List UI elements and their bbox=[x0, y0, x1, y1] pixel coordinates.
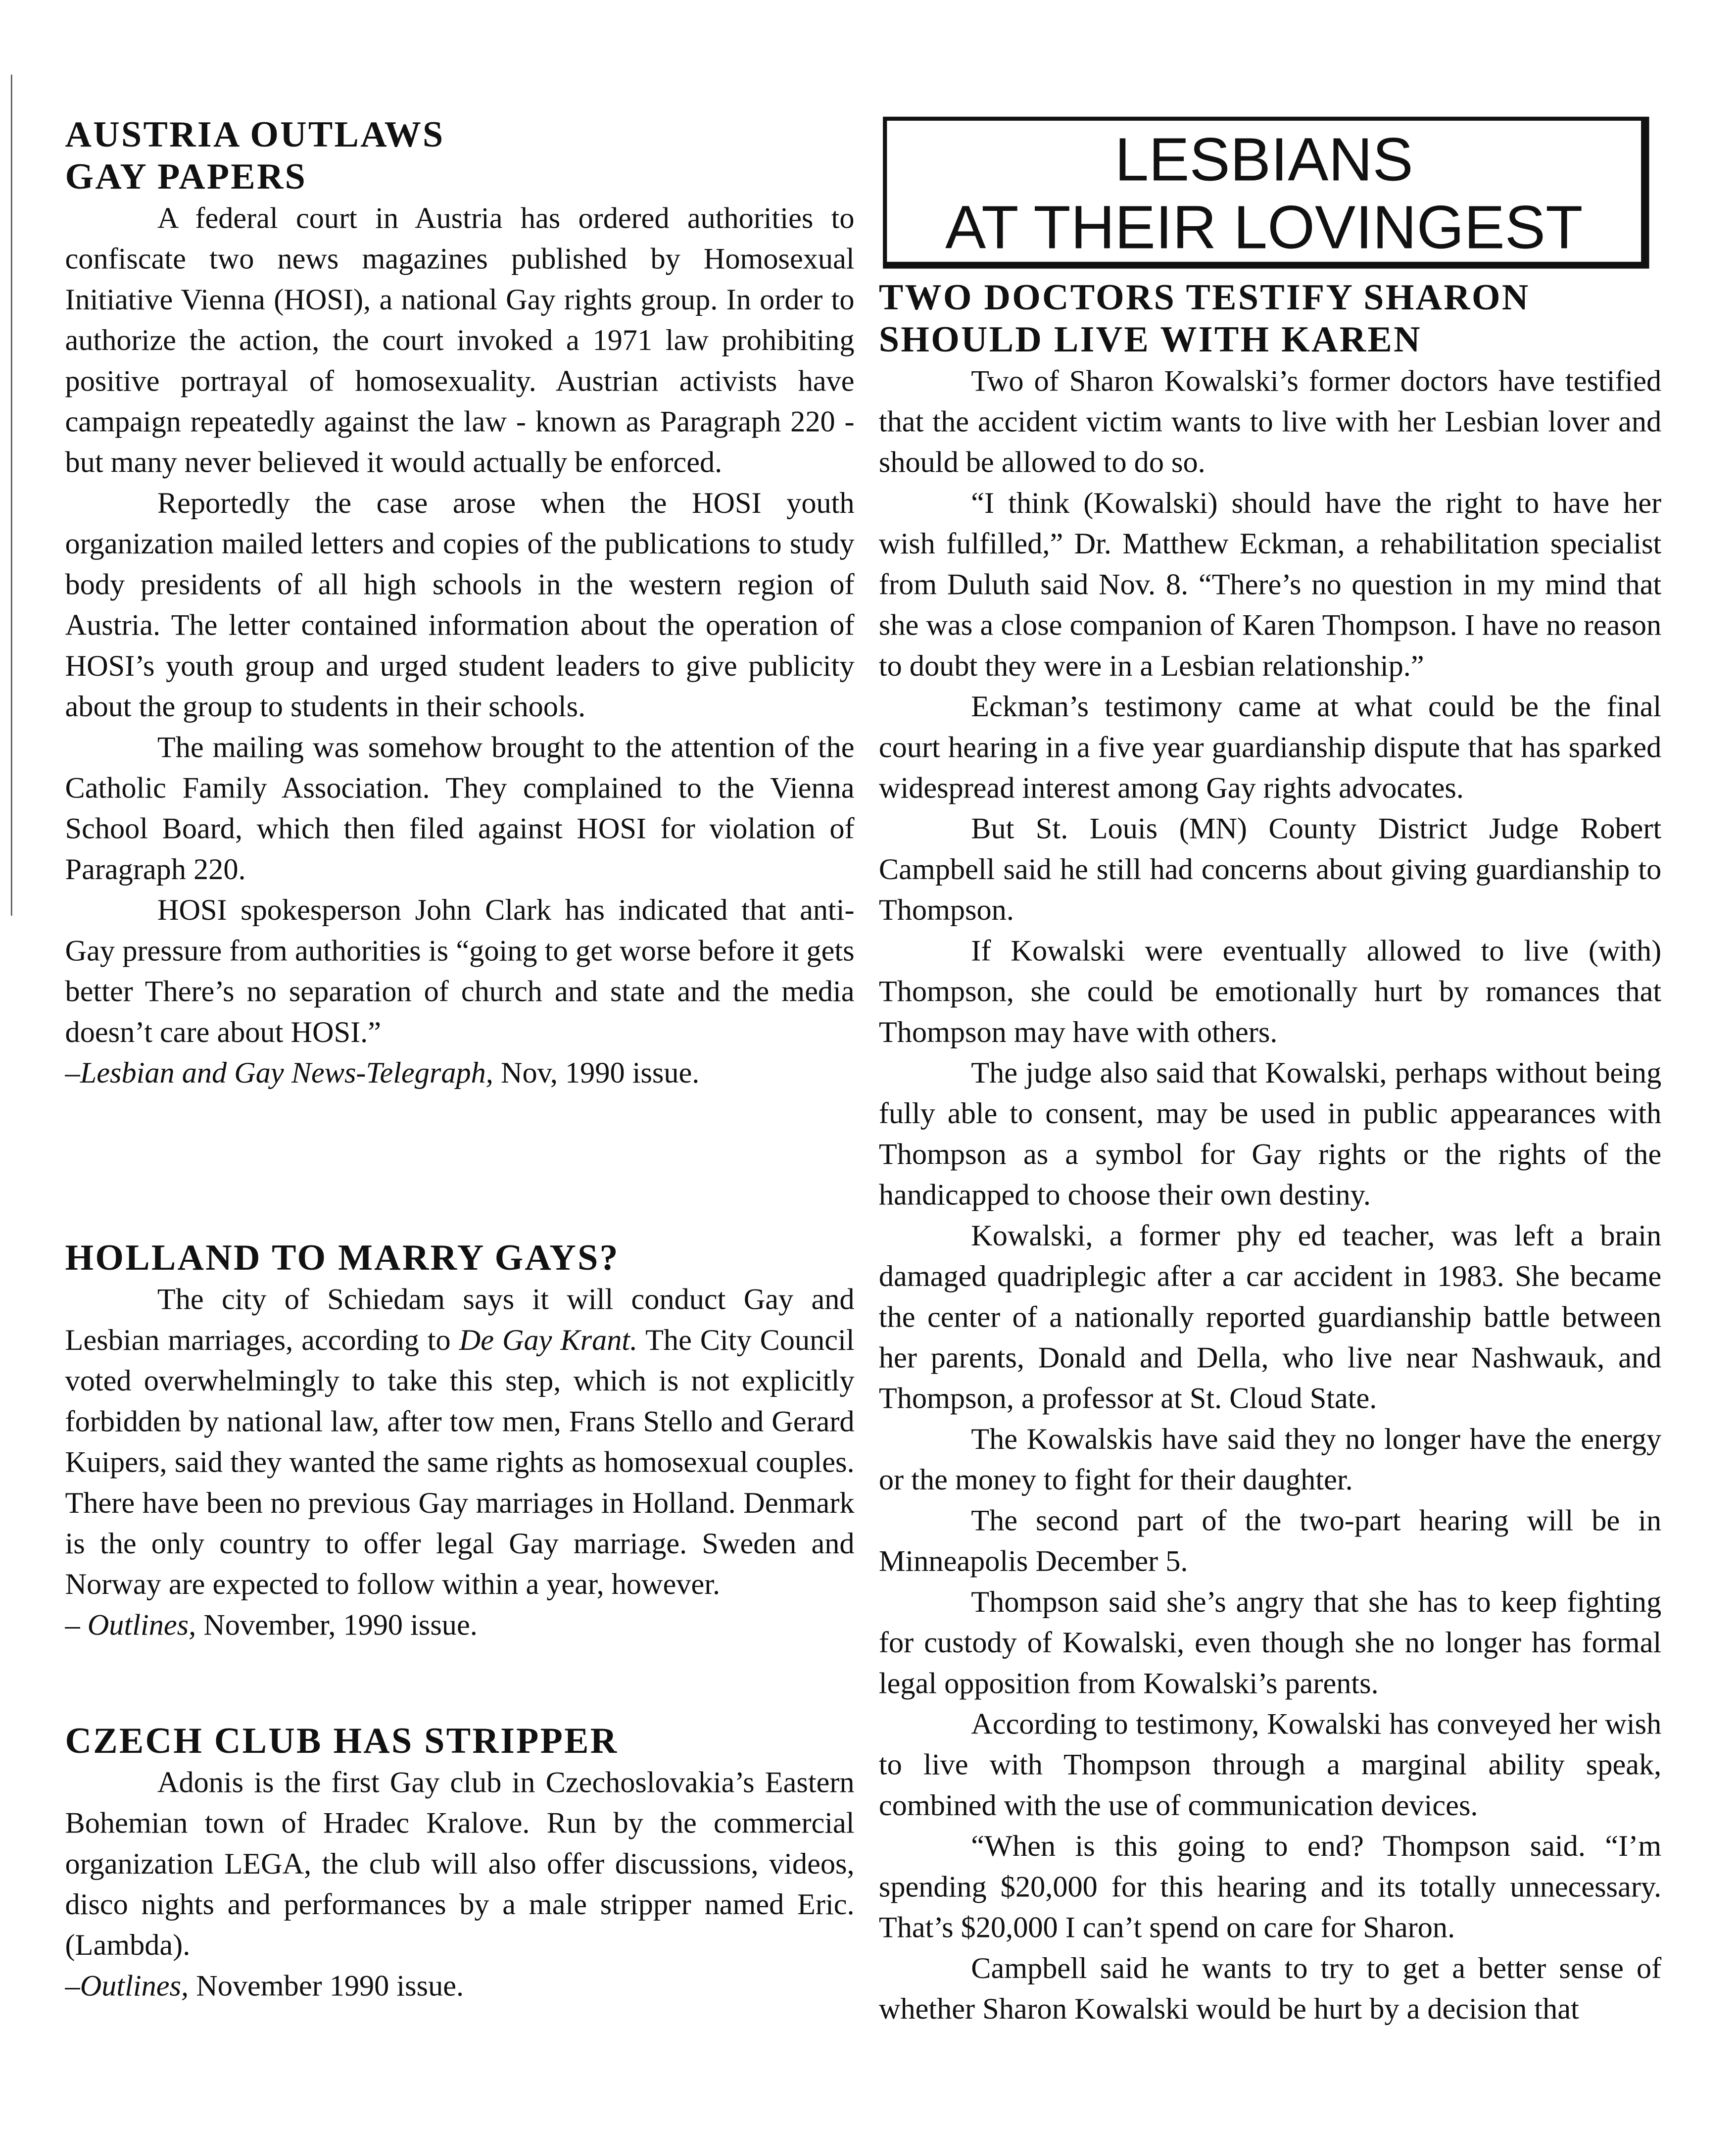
paragraph bbox=[65, 727, 855, 890]
source-citation bbox=[65, 1053, 855, 1093]
article-heading bbox=[65, 1720, 855, 1762]
italic-text: –Outlines, bbox=[65, 1968, 189, 2003]
text-run: Thompson said she’s angry that she has to keep fighting for custody of Kowalski, even though she no longer has formal legal opposition from Kowalski’s parents. bbox=[878, 1584, 1662, 1700]
text-run: The second part of the two-part hearing will be in Minneapolis December 5. bbox=[878, 1503, 1662, 1578]
text-run: The City Council voted overwhelmingly to take this step, which is not explicitly forbidden by national law, after tow men, Frans Stello and Gerard Kuipers, said they wanted the same rights as homosexual couples. There have been no previous Gay marriages in Holland. Denmark is the only country to offer legal Gay marriage. Sweden and Norway are expected to follow within a year, however. bbox=[65, 1323, 855, 1601]
paragraph bbox=[879, 1948, 1661, 2030]
paragraph bbox=[879, 361, 1661, 483]
paragraph bbox=[65, 483, 855, 727]
paragraph bbox=[879, 931, 1661, 1053]
text-run: A federal court in Austria has ordered authorities to confiscate two news magazines published by Homosexual Initiative Vienna (HOSI), a national Gay rights group. In order to authorize the action, the court invoked a 1971 law prohibiting positive portrayal of homosexuality. Austrian activists have campaign repeatedly against the law - known as Paragraph 220 - but many never believed it would actually be enforced. bbox=[65, 200, 855, 479]
article-heading bbox=[65, 1237, 855, 1279]
paragraph bbox=[879, 1053, 1661, 1216]
italic-text: Outlines, bbox=[87, 1607, 196, 1642]
text-run: November 1990 issue. bbox=[189, 1968, 464, 2003]
paragraph bbox=[879, 687, 1661, 809]
text-run: Eckman’s testimony came at what could be the final court hearing in a five year guardianship dispute that has sparked widespread interest among Gay rights advocates. bbox=[878, 689, 1662, 805]
source-citation bbox=[65, 1605, 855, 1645]
text-run: Adonis is the first Gay club in Czechoslovakia’s Eastern Bohemian town of Hradec Kralove. Run by the commercial organization LEGA, the club will also offer discussions, videos, disco nights and performances by a male stripper named Eric. (Lambda). bbox=[65, 1765, 855, 1962]
heading-line: GAY PAPERS bbox=[65, 156, 307, 197]
paragraph bbox=[65, 1279, 855, 1605]
heading-line: SHOULD LIVE WITH KAREN bbox=[878, 319, 1422, 360]
text-run: Reportedly the case arose when the HOSI youth organization mailed letters and copies of the publications to study body presidents of all high schools in the western region of Austria. The letter contained information about the operation of HOSI’s youth group and urged student leaders to give publicity about the group to students in their schools. bbox=[65, 486, 855, 723]
text-run: November, 1990 issue. bbox=[196, 1607, 478, 1642]
paragraph bbox=[65, 890, 855, 1053]
banner-box bbox=[883, 117, 1649, 269]
article-heading bbox=[879, 277, 1661, 361]
paragraph bbox=[879, 1704, 1661, 1826]
article-austria bbox=[65, 114, 855, 1093]
text-run: If Kowalski were eventually allowed to live (with) Thompson, she could be emotionally hurt by romances that Thompson may have with others. bbox=[878, 933, 1662, 1049]
heading-line: TWO DOCTORS TESTIFY SHARON bbox=[878, 277, 1530, 318]
text-run: The city of Schiedam says it will conduct Gay and Lesbian marriages, according to bbox=[65, 1282, 855, 1357]
banner-line: LESBIANS bbox=[1114, 125, 1413, 194]
text-run: According to testimony, Kowalski has conveyed her wish to live with Thompson through a marginal ability speak, combined with the use of communication devices. bbox=[878, 1706, 1662, 1822]
article-czech bbox=[65, 1720, 855, 2006]
italic-text: De Gay Krant. bbox=[459, 1323, 638, 1357]
paragraph bbox=[879, 808, 1661, 931]
text-run: “When is this going to end? Thompson said. “I’m spending $20,000 for this hearing and its totally unnecessary. That’s $20,000 I can’t spend on care for Sharon. bbox=[878, 1829, 1662, 1944]
heading-line: CZECH CLUB HAS STRIPPER bbox=[65, 1720, 619, 1761]
text-run: The mailing was somehow brought to the attention of the Catholic Family Association. They complained to the Vienna School Board, which then filed against HOSI for violation of Paragraph 220. bbox=[65, 730, 855, 886]
text-run: But St. Louis (MN) County District Judge Robert Campbell said he still had concerns about giving guardianship to Thompson. bbox=[878, 811, 1662, 927]
paragraph bbox=[65, 1762, 855, 1966]
source-citation bbox=[65, 1966, 855, 2006]
paragraph bbox=[879, 1216, 1661, 1419]
heading-line: AUSTRIA OUTLAWS bbox=[65, 114, 445, 155]
article-kowalski bbox=[879, 277, 1661, 2030]
text-run: Two of Sharon Kowalski’s former doctors have testified that the accident victim wants to live with her Lesbian lover and should be allowed to do so. bbox=[878, 363, 1662, 479]
text-run: The judge also said that Kowalski, perhaps without being fully able to consent, may be used in public appearances with Thompson as a symbol for Gay rights or the rights of the handicapped to choose their own destiny. bbox=[878, 1055, 1662, 1212]
paragraph bbox=[879, 1419, 1661, 1500]
banner-line: AT THEIR LOVINGEST bbox=[945, 193, 1583, 262]
text-run: The Kowalskis have said they no longer have the energy or the money to fight for their daughter. bbox=[878, 1422, 1662, 1496]
text-run: “I think (Kowalski) should have the right to have her wish fulfilled,” Dr. Matthew Eckman, a rehabilitation specialist from Duluth said Nov. 8. “There’s no question in my mind that she was a close companion of Karen Thompson. I have no reason to doubt they were in a Lesbian relationship.” bbox=[878, 486, 1662, 683]
paragraph bbox=[879, 483, 1661, 687]
paragraph bbox=[879, 1826, 1661, 1948]
paragraph bbox=[65, 198, 855, 483]
text-run: – bbox=[65, 1607, 88, 1642]
text-run: Campbell said he wants to try to get a better sense of whether Sharon Kowalski would be hurt by a decision that bbox=[878, 1950, 1662, 2026]
paragraph bbox=[879, 1500, 1661, 1582]
article-heading bbox=[65, 114, 855, 198]
text-run: Nov, 1990 issue. bbox=[493, 1055, 700, 1089]
article-holland bbox=[65, 1237, 855, 1645]
scan-margin-line bbox=[11, 75, 12, 916]
italic-text: –Lesbian and Gay News-Telegraph, bbox=[65, 1055, 493, 1089]
text-run: HOSI spokesperson John Clark has indicated that anti-Gay pressure from authorities is “going to get worse before it gets better There’s no separation of church and state and the media doesn’t care about HOSI.” bbox=[65, 892, 855, 1049]
heading-line: HOLLAND TO MARRY GAYS? bbox=[65, 1237, 620, 1278]
text-run: Kowalski, a former phy ed teacher, was left a brain damaged quadriplegic after a car accident in 1983. She became the center of a nationally reported guardianship battle between her parents, Donald and Della, who live near Nashwauk, and Thompson, a professor at St. Cloud State. bbox=[878, 1218, 1662, 1415]
paragraph bbox=[879, 1582, 1661, 1704]
